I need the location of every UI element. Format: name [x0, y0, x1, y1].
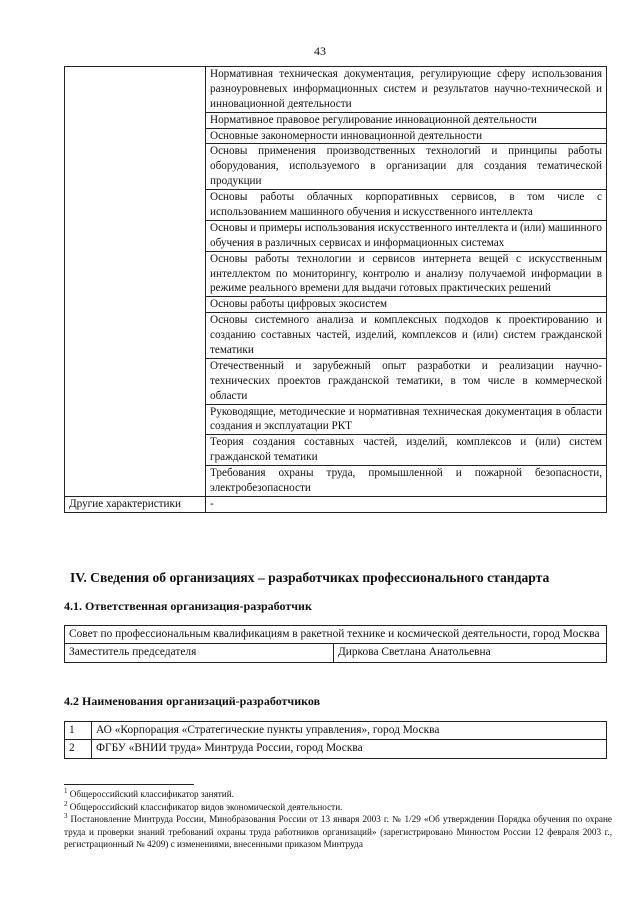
page-number: 43 [314, 44, 326, 58]
table-row [65, 722, 607, 740]
developers-table [64, 721, 607, 759]
knowledge-item: Основы применения производственных технологий и принципы работы оборудования, используемого в организации для создания тематической продукции [206, 144, 607, 190]
footnote-text: Общероссийский классификатор занятий. [67, 789, 234, 799]
knowledge-item: Основы работы цифровых экосистем [206, 297, 607, 313]
developer-number: 1 [65, 722, 92, 740]
knowledge-item: Нормативное правовое регулирование инновационной деятельности [206, 112, 607, 128]
row-label-cell [65, 67, 206, 497]
section-heading: IV. Сведения об организациях – разработчиках профессионального стандарта [70, 570, 550, 585]
footnote-text: Общероссийский классификатор видов экономической деятельности. [67, 801, 343, 812]
knowledge-item: Руководящие, методические и нормативная техническая документация в области создания и эксплуатации РКТ [206, 404, 607, 435]
footnotes [64, 788, 612, 851]
table-row [65, 626, 607, 644]
knowledge-item: Основы работы технологии и сервисов интернета вещей с искусственным интеллектом по мониторингу, контролю и анализу получаемой информации в режиме реального времени для выдачи готовых практических решений [206, 251, 607, 297]
footnote [64, 801, 612, 814]
position-cell: Заместитель председателя [65, 644, 334, 662]
developers-heading: 4.2 Наименования организаций-разработчиков [64, 694, 321, 708]
footnote-divider [64, 784, 194, 785]
developer-name: ФГБУ «ВНИИ труда» Минтруда России, город Москва [92, 740, 607, 758]
knowledge-item: Требования охраны труда, промышленной и пожарной безопасности, электробезопасности [206, 466, 607, 497]
knowledge-item: Основные закономерности инновационной деятельности [206, 128, 607, 144]
footnote [64, 788, 612, 801]
footnote-mark: 3 [64, 811, 68, 820]
knowledge-item: Нормативная техническая документация, регулирующие сферу использования разноуровневых информационных систем и результатов научно-технической и инновационной деятельности [206, 67, 607, 113]
org-name-cell: Совет по профессиональным квалификациям в ракетной технике и космической деятельности, город Москва [65, 626, 607, 644]
footnote-mark: 2 [64, 799, 68, 808]
other-characteristics-value: - [206, 496, 607, 512]
developer-number: 2 [65, 740, 92, 758]
table-row [65, 67, 607, 113]
knowledge-item: Отечественный и зарубежный опыт разработки и реализации научно-технических проектов гражданской тематики, в том числе в коммерческой области [206, 358, 607, 404]
table-row [65, 740, 607, 758]
footnote-mark: 1 [64, 786, 68, 795]
knowledge-item: Основы и примеры использования искусственного интеллекта и (или) машинного обучения в различных сервисах и информационных системах [206, 220, 607, 251]
footnote [64, 813, 612, 851]
responsible-org-heading: 4.1. Ответственная организация-разработчик [64, 599, 312, 613]
knowledge-item: Теория создания составных частей, изделий, комплексов и (или) систем гражданской тематики [206, 435, 607, 466]
knowledge-item: Основы работы облачных корпоративных сервисов, в том числе с использованием машинного обучения и искусственного интеллекта [206, 190, 607, 221]
developer-name: АО «Корпорация «Стратегические пункты управления», город Москва [92, 722, 607, 740]
footnote-text: Постановление Минтруда России, Минобразования России от 13 января 2003 г. № 1/29 «Об утверждении Порядка обучения по охране труда и проверки знаний требований охраны труда работников организаций» (зарегистрировано Минюстом России 12 февраля 2003 г., регистрационный № 4209) с изменениями, внесенными приказом Минтруда [64, 814, 612, 850]
table-row [65, 644, 607, 662]
other-characteristics-label: Другие характеристики [65, 496, 206, 512]
knowledge-table [64, 66, 607, 513]
person-cell: Диркова Светлана Анатольевна [334, 644, 607, 662]
responsible-org-table [64, 625, 607, 663]
table-row [65, 496, 607, 512]
knowledge-item: Основы системного анализа и комплексных подходов к проектированию и созданию составных частей, изделий, комплексов и (или) систем гражданской тематики [206, 313, 607, 359]
